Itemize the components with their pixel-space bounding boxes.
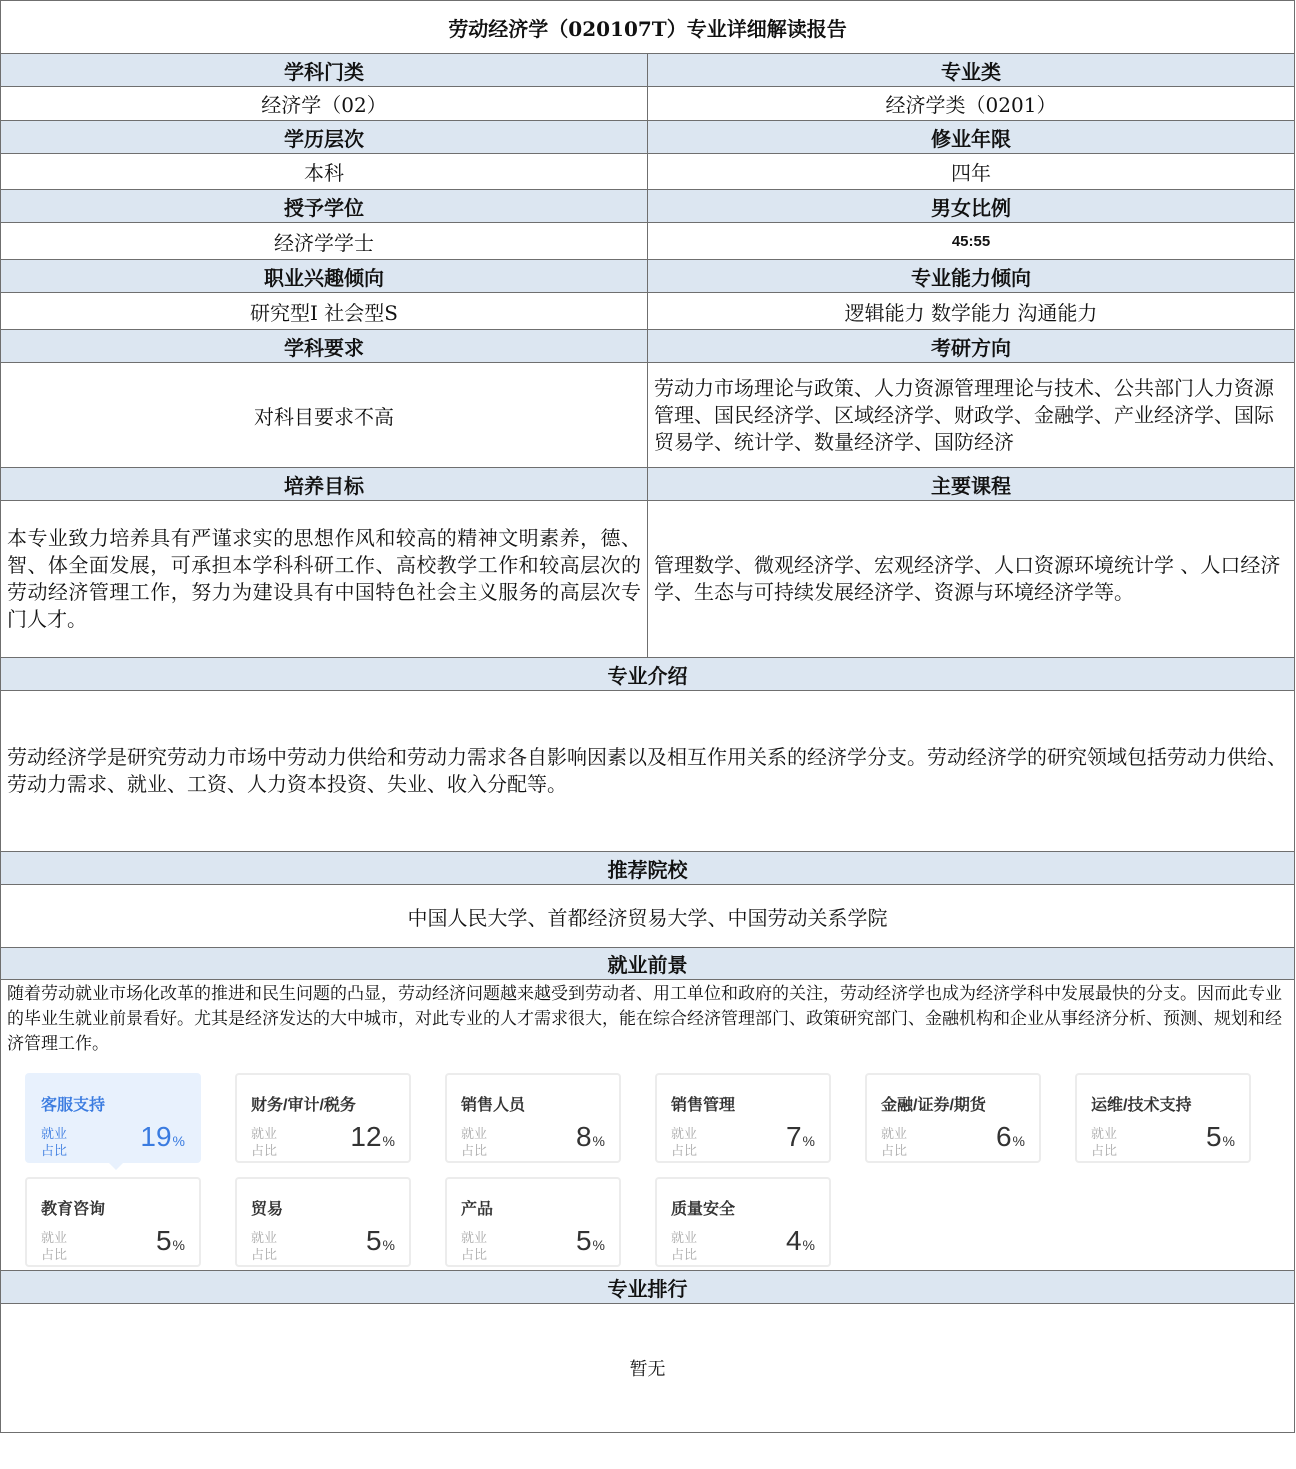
prospects-cell	[1, 980, 1295, 1271]
job-ratio-label: 就业 占比	[251, 1126, 278, 1158]
job-card[interactable]	[235, 1073, 411, 1163]
field-value-main-courses: 管理数学、微观经济学、宏观经济学、人口资源环境统计学 、人口经济学、生态与可持续发展经济学、资源与环境经济学等。	[648, 501, 1295, 658]
job-ratio-label: 就业 占比	[461, 1126, 488, 1158]
field-value-degree: 经济学学士	[1, 223, 648, 260]
field-label-discipline: 学科门类	[1, 54, 648, 87]
field-label-gender-ratio: 男女比例	[648, 190, 1295, 223]
field-value-career-interest: 研究型I 社会型S	[1, 293, 648, 330]
section-label-intro: 专业介绍	[1, 658, 1295, 691]
field-label-major-class: 专业类	[648, 54, 1295, 87]
job-percent: 6%	[995, 1121, 1025, 1152]
field-value-training-goal: 本专业致力培养具有严谨求实的思想作风和较高的精神文明素养，德、智、体全面发展，可承担本学科科研工作、高校教学工作和较高层次的劳动经济管理工作，努力为建设具有中国特色社会主义服务的高层次专门人才。	[1, 501, 648, 658]
job-card[interactable]	[25, 1177, 201, 1267]
field-value-discipline: 经济学（02）	[1, 87, 648, 121]
section-label-schools: 推荐院校	[1, 852, 1295, 885]
job-card[interactable]	[235, 1177, 411, 1267]
field-label-training-goal: 培养目标	[1, 468, 648, 501]
job-ratio-label: 就业 占比	[461, 1230, 488, 1262]
field-label-main-courses: 主要课程	[648, 468, 1295, 501]
job-ratio-label: 就业 占比	[41, 1230, 68, 1262]
field-value-subject-requirement: 对科目要求不高	[1, 363, 648, 468]
field-label-postgrad-direction: 考研方向	[648, 330, 1295, 363]
job-name: 贸易	[251, 1201, 284, 1218]
section-text-intro: 劳动经济学是研究劳动力市场中劳动力供给和劳动力需求各自影响因素以及相互作用关系的经济学分支。劳动经济学的研究领域包括劳动力供给、劳动力需求、就业、工资、人力资本投资、失业、收入分配等。	[1, 691, 1295, 852]
job-name: 教育咨询	[41, 1201, 106, 1218]
job-distribution-grid	[1, 1057, 1294, 1270]
job-card[interactable]	[25, 1073, 201, 1163]
field-value-gender-ratio: 45:55	[648, 223, 1295, 260]
job-percent: 19%	[140, 1121, 185, 1152]
job-name: 销售管理	[671, 1097, 736, 1114]
job-percent: 4%	[785, 1225, 815, 1256]
job-name: 运维/技术支持	[1091, 1097, 1192, 1114]
report-title: 劳动经济学（020107T）专业详细解读报告	[1, 1, 1295, 54]
job-card[interactable]	[445, 1177, 621, 1267]
field-value-ability: 逻辑能力 数学能力 沟通能力	[648, 293, 1295, 330]
job-percent: 5%	[155, 1225, 185, 1256]
job-name: 产品	[461, 1201, 494, 1218]
job-percent: 5%	[575, 1225, 605, 1256]
section-text-ranking: 暂无	[1, 1304, 1295, 1433]
job-name: 质量安全	[671, 1201, 736, 1218]
field-label-career-interest: 职业兴趣倾向	[1, 260, 648, 293]
section-text-prospects: 随着劳动就业市场化改革的推进和民生问题的凸显，劳动经济问题越来越受到劳动者、用工单位和政府的关注，劳动经济学也成为经济学科中发展最快的分支。因而此专业的毕业生就业前景看好。尤其是经济发达的大中城市，对此专业的人才需求很大，能在综合经济管理部门、政策研究部门、金融机构和企业从事经济分析、预测、规划和经济管理工作。	[7, 984, 1282, 1054]
field-label-subject-requirement: 学科要求	[1, 330, 648, 363]
job-ratio-label: 就业 占比	[881, 1126, 908, 1158]
job-percent: 8%	[575, 1121, 605, 1152]
job-card[interactable]	[865, 1073, 1041, 1163]
job-ratio-label: 就业 占比	[671, 1126, 698, 1158]
job-ratio-label: 就业 占比	[251, 1230, 278, 1262]
job-name: 客服支持	[41, 1097, 106, 1114]
job-name: 财务/审计/税务	[251, 1097, 356, 1114]
field-value-study-years: 四年	[648, 154, 1295, 190]
job-percent: 7%	[785, 1121, 815, 1152]
job-card[interactable]	[655, 1177, 831, 1267]
field-value-major-class: 经济学类（0201）	[648, 87, 1295, 121]
job-ratio-label: 就业 占比	[1091, 1126, 1118, 1158]
job-card[interactable]	[445, 1073, 621, 1163]
job-ratio-label: 就业 占比	[41, 1126, 68, 1158]
field-label-education-level: 学历层次	[1, 121, 648, 154]
field-label-ability: 专业能力倾向	[648, 260, 1295, 293]
section-label-ranking: 专业排行	[1, 1271, 1295, 1304]
section-text-schools: 中国人民大学、首都经济贸易大学、中国劳动关系学院	[1, 885, 1295, 948]
active-pointer-icon	[107, 1161, 125, 1170]
field-value-postgrad-direction: 劳动力市场理论与政策、人力资源管理理论与技术、公共部门人力资源管理、国民经济学、区域经济学、财政学、金融学、产业经济学、国际贸易学、统计学、数量经济学、国防经济	[648, 363, 1295, 468]
job-card[interactable]	[655, 1073, 831, 1163]
job-card[interactable]	[1075, 1073, 1251, 1163]
job-ratio-label: 就业 占比	[671, 1230, 698, 1262]
field-label-study-years: 修业年限	[648, 121, 1295, 154]
field-label-degree: 授予学位	[1, 190, 648, 223]
job-percent: 12%	[350, 1121, 395, 1152]
job-percent: 5%	[1205, 1121, 1235, 1152]
job-name: 金融/证券/期货	[881, 1097, 986, 1114]
field-value-education-level: 本科	[1, 154, 648, 190]
job-name: 销售人员	[461, 1097, 526, 1114]
section-label-prospects: 就业前景	[1, 948, 1295, 980]
job-percent: 5%	[365, 1225, 395, 1256]
